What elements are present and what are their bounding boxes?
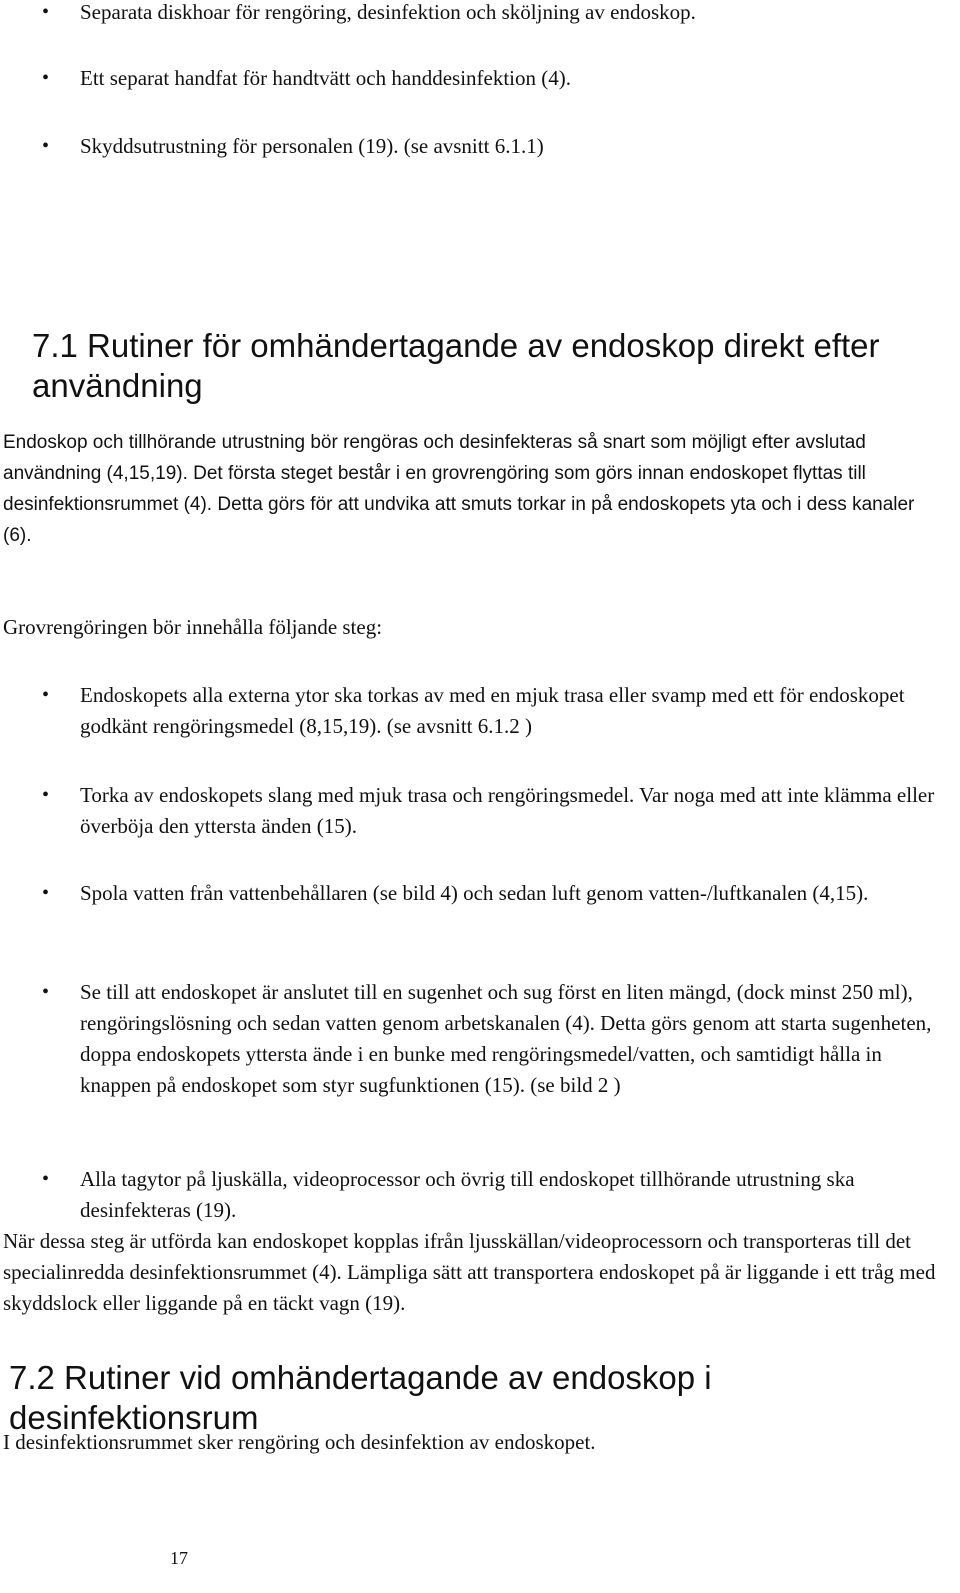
step-text: Torka av endoskopets slang med mjuk trasa och rengöringsmedel. Var noga med att inte klämma eller överböja den yttersta änden (15). [80,783,935,838]
step-text: Spola vatten från vattenbehållaren (se bild 4) och sedan luft genom vatten-/luftkanalen (4,15). [80,881,869,905]
steps-heading: Grovrengöringen bör innehålla följande steg: [3,615,383,639]
step-item [42,780,955,842]
list-item-text: Ett separat handfat för handtvätt och handdesinfektion (4). [80,66,571,90]
step-text: Se till att endoskopet är anslutet till en sugenhet och sug först en liten mängd, (dock minst 250 ml), rengöringslösning och sedan vatten genom arbetskanalen (4). Detta görs genom att starta sugenheten, doppa endoskopets yttersta ände i en bunke med rengöringsmedel/vatten, och samtidigt hålla in knappen på endoskopet som styr sugfunktionen (15). (se bild 2 ) [80,980,932,1097]
page-number: 17 [170,1548,188,1568]
bullet-icon: • [42,684,50,706]
list-item-text: Separata diskhoar för rengöring, desinfektion och sköljning av endoskop. [80,0,696,24]
list-item [42,63,955,94]
step-item [42,977,955,1101]
bullet-icon: • [42,135,50,157]
section2-intro-paragraph: I desinfektionsrummet sker rengöring och desinfektion av endoskopet. [3,1430,596,1454]
list-item [42,0,955,28]
step-text: Alla tagytor på ljuskälla, videoprocessor och övrig till endoskopet tillhörande utrustning ska desinfekteras (19). [80,1167,855,1222]
step-item [42,680,955,742]
list-item-text: Skyddsutrustning för personalen (19). (se avsnitt 6.1.1) [80,134,544,158]
bullet-icon: • [42,1168,50,1190]
section-heading-7-2: 7.2 Rutiner vid omhändertagande av endoskop i desinfektionsrum [9,1359,712,1436]
bullet-icon: • [42,784,50,806]
bullet-icon: • [42,67,50,89]
section-heading-7-1: 7.1 Rutiner för omhändertagande av endoskop direkt efter användning [32,327,880,404]
bullet-icon: • [42,1,50,23]
closing-paragraph: När dessa steg är utförda kan endoskopet kopplas ifrån ljusskällan/videoprocessorn och transporteras till det specialinredda desinfektionsrummet (4). Lämpliga sätt att transportera endoskopet på är liggande i ett tråg med skyddslock eller liggande på en täckt vagn (19). [3,1229,936,1315]
step-item [42,1164,955,1226]
bullet-icon: • [42,981,50,1003]
section-intro-paragraph: Endoskop och tillhörande utrustning bör rengöras och desinfekteras så snart som möjligt efter avslutad användning (4,15,19). Det första steget består i en grovrengöring som görs innan endoskopet flyttas till desinfektionsrummet (4). Detta görs för att undvika att smuts torkar in på endoskopets yta och i dess kanaler (6). [3,432,915,546]
list-item [42,131,955,162]
step-item [42,878,955,909]
bullet-icon: • [42,882,50,904]
step-text: Endoskopets alla externa ytor ska torkas av med en mjuk trasa eller svamp med ett för endoskopet godkänt rengöringsmedel (8,15,19). (se avsnitt 6.1.2 ) [80,683,905,738]
